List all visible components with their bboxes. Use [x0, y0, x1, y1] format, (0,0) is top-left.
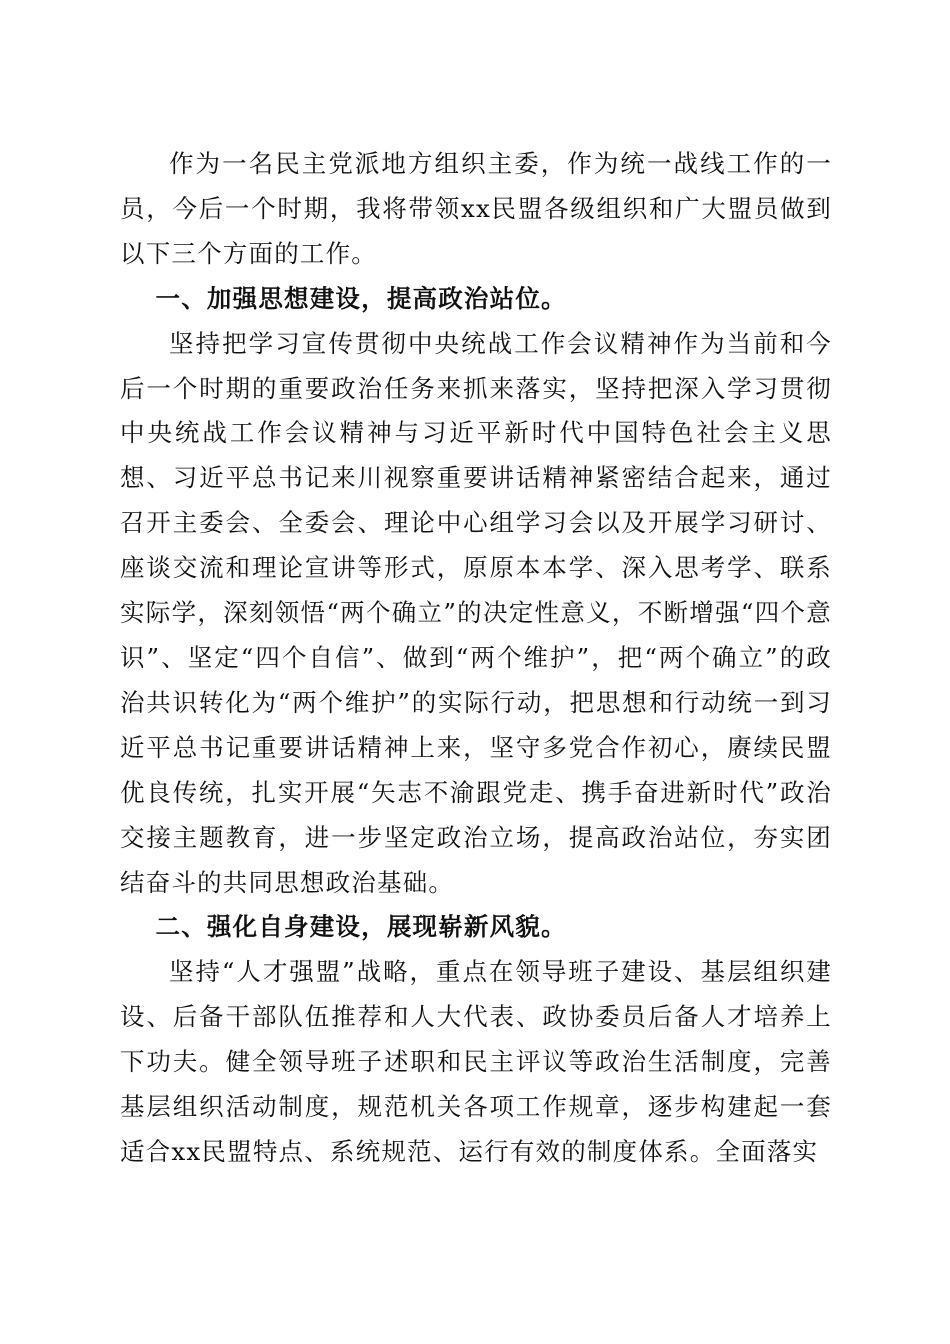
section-2-paragraph: 坚持“人才强盟”战略，重点在领导班子建设、基层组织建设、后备干部队伍推荐和人大代表、政协委员后备人才培养上下功夫。健全领导班子述职和民主评议等政治生活制度，完善基层组织活动制度，规范机关各项工作规章，逐步构建起一套适合xx民盟特点、系统规范、运行有效的制度体系。全面落实	[120, 957, 832, 1166]
section-1-paragraph: 坚持把学习宣传贯彻中央统战工作会议精神作为当前和今后一个时期的重要政治任务来抓来落实，坚持把深入学习贯彻中央统战工作会议精神与习近平新时代中国特色社会主义思想、习近平总书记来川视察重要讲话精神紧密结合起来，通过召开主委会、全委会、理论中心组学习会以及开展学习研讨、座谈交流和理论宣讲等形式，原原本本学、深入思考学、联系实际学，深刻领悟“两个确立”的决定性意义，不断增强“四个意识”、坚定“四个自信”、做到“两个维护”，把“两个确立”的政治共识转化为“两个维护”的实际行动，把思想和行动统一到习近平总书记重要讲话精神上来，坚守多党合作初心，赓续民盟优良传统，扎实开展“矢志不渝跟党走、携手奋进新时代”政治交接主题教育，进一步坚定政治立场，提高政治站位，夯实团结奋斗的共同思想政治基础。	[120, 328, 832, 897]
document-body	[120, 142, 832, 1175]
section-heading-2: 二、强化自身建设，展现崭新风貌。	[155, 912, 567, 942]
section-heading-1: 一、加强思想建设，提高政治站位。	[155, 283, 567, 313]
intro-paragraph: 作为一名民主党派地方组织主委，作为统一战线工作的一员，今后一个时期，我将带领xx民盟各级组织和广大盟员做到以下三个方面的工作。	[120, 149, 832, 268]
